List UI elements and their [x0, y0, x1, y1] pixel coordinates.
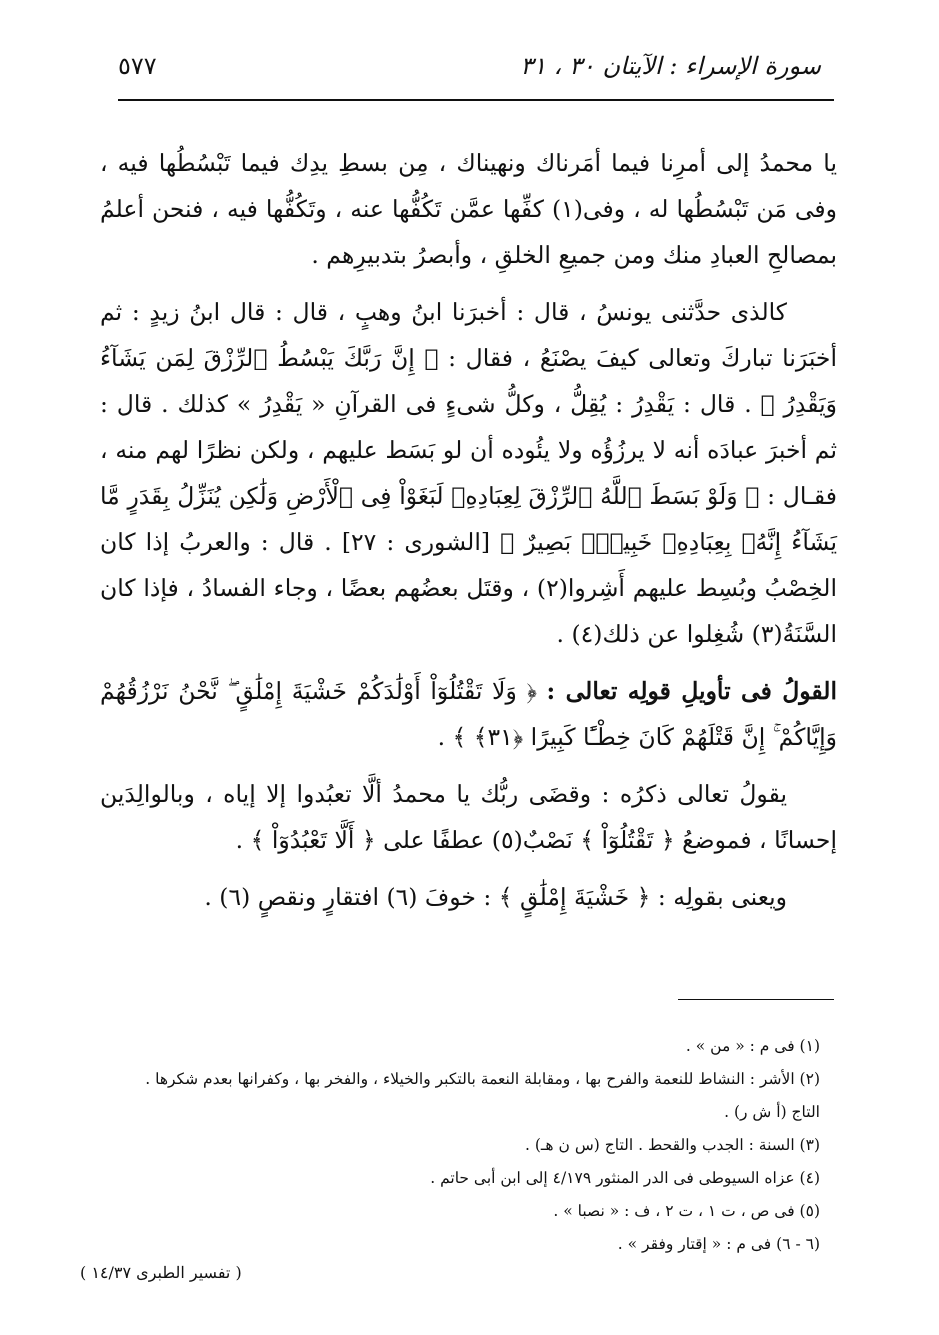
- paragraph-3: [100, 668, 837, 760]
- volume-signature: ( تفسير الطبرى ١٤/٣٧ ): [80, 1263, 242, 1282]
- footnote-5: (٥) فى ص ، ت ١ ، ت ٢ ، ف : « نصبا » .: [553, 1202, 820, 1220]
- paragraph-5: ويعنى بقولِه : ﴿ خَشْيَةَ إِمْلَٰقٍ ﴾ : خوفَ (٦) افتقارٍ ونقصٍ (٦) .: [204, 883, 787, 911]
- header-rule: [118, 99, 834, 101]
- footnote-2: (٢) الأشر : النشاط للنعمة والفرح بها ، ومقابلة النعمة بالتكبر والخيلاء ، والفخر بها ، وكفرانها بعدم شكرها .: [145, 1070, 820, 1088]
- main-text: [100, 140, 837, 931]
- page-number: ٥٧٧: [118, 52, 157, 80]
- paragraph-4: يقولُ تعالى ذكرُه : وقضَى ربُّك يا محمدُ ألَّا تعبُدوا إلا إياه ، وبالوالِدَين إحسانًا ، فموضعُ ﴿ تَقْتُلُوٓاْ ﴾ نَصْبٌ(٥) عطفًا على ﴿ أَلَّا تَعْبُدُوٓاْ ﴾ .: [100, 780, 837, 854]
- footnote-2-continued: التاج (أ ش ر) .: [724, 1103, 820, 1121]
- footnote-3: (٣) السنة : الجدب والقحط . التاج (س ن هـ) .: [524, 1136, 820, 1154]
- footnote-1: (١) فى م : « من » .: [685, 1037, 820, 1055]
- running-title: سورة الإسراء : الآيتان ٣٠ ، ٣١: [520, 52, 821, 80]
- footnote-6: (٦ - ٦) فى م : « إقتار وفقر » .: [617, 1235, 820, 1253]
- footnote-rule: [678, 999, 834, 1000]
- paragraph-1: يا محمدُ إلى أمرِنا فيما أمَرناك ونهيناك ، مِن بسطِ يدِك فيما تَبْسُطُها فيه ، وفى مَن تَبْسُطُها له ، وفى(١) كفِّها عمَّن تَكُفُّها عنه ، وتَكُفُّها فيه ، فنحن أعلمُ بمصالحِ العبادِ منك ومن جميعِ الخلقِ ، وأبصرُ بتدبيرِهم .: [100, 149, 837, 269]
- quran-verse: ﴿ وَلَا تَقْتُلُوٓاْ أَوْلَٰدَكُمْ خَشْيَةَ إِمْلَٰقٍ ۖ نَّحْنُ نَرْزُقُهُمْ وَإِيَّاكُمْ ۚ إِنَّ قَتْلَهُمْ كَانَ خِطْـًٔا كَبِيرًا ﴿٣١﴾ ﴾ .: [100, 677, 837, 751]
- paragraph-2: كالذى حدَّثنى يونسُ ، قال : أخبرَنا ابنُ وهبٍ ، قال : قال ابنُ زيدٍ : ثم أخبَرَنا تباركَ وتعالى كيفَ يصْنَعُ ، فقال : ﴿ إِنَّ رَبَّكَ يَبْسُطُ ٱلرِّزْقَ لِمَن يَشَآءُ وَيَقْدِرُ ﴾ . قال : يَقْدِرُ : يُقِلُّ ، وكلُّ شىءٍ فى القرآنِ « يَقْدِرُ » كذلك . قال : ثم أخبرَ عبادَه أنه لا يرزُؤُه ولا يئُوده أن لو بَسَط عليهم ، ولكن نظرًا لهم منه ، فقـال : ﴿ وَلَوْ بَسَطَ ٱللَّهُ ٱلرِّزْقَ لِعِبَادِهِۦ لَبَغَوْاْ فِى ٱلْأَرْضِ وَلَٰكِن يُنَزِّلُ بِقَدَرٍ مَّا يَشَآءُ إِنَّهُۥ بِعِبَادِهِۦ خَبِيرٌۢ بَصِيرٌ ﴾ [الشورى : ٢٧] . قال : والعربُ إذا كان الخِصْبُ وبُسِط عليهم أَشِروا(٢) ، وقتَل بعضُهم بعضًا ، وجاء الفسادُ ، فإذا كان السَّنَةُ(٣) شُغِلوا عن ذلك(٤) .: [100, 298, 837, 648]
- section-heading: القولُ فى تأويلِ قولِه تعالى :: [546, 677, 837, 705]
- footnote-4: (٤) عزاه السيوطى فى الدر المنثور ٤/١٧٩ إلى ابن أبى حاتم .: [430, 1169, 820, 1187]
- footnotes: [100, 1030, 820, 1261]
